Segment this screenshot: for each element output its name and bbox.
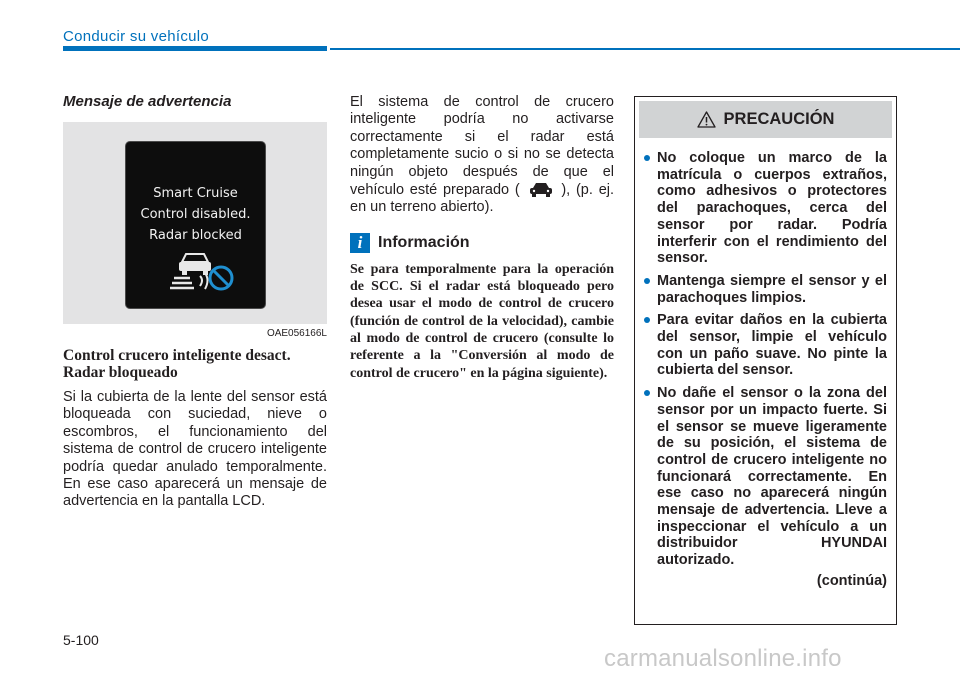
info-header (350, 233, 614, 253)
bullet-icon (644, 390, 650, 396)
caution-item: No dañe el sensor o la zona del sensor por un impacto fuerte. Si el sensor se mueve ligeramente de su posición, el sistema de control de crucero inteligente no funcionará correctamente. En ese caso no aparecerá ningún mensaje de advertencia. Lleve a inspeccionar el vehículo a un distribuidor HYUNDAI autorizado. (644, 385, 887, 569)
info-icon: i (350, 233, 370, 253)
figure-code: OAE056166L (266, 328, 327, 339)
warning-triangle-icon (697, 111, 716, 128)
lcd-line-3: Radar blocked (149, 228, 242, 243)
caution-title: PRECAUCIÓN (723, 110, 835, 128)
bullet-icon (644, 278, 650, 284)
watermark: carmanualsonline.info (604, 645, 842, 672)
left-body-text: Si la cubierta de la lente del sensor está bloqueada con suciedad, nieve o escombros, el funcionamiento del sistema de control de crucero inteligente podría quedar anulado temporalmente. En ese caso aparecerá un mensaje de advertencia en la pantalla LCD. (63, 389, 327, 510)
figure-caption: Control crucero inteligente desact. Radar bloqueado (63, 347, 291, 381)
car-front-icon (526, 181, 556, 198)
caution-header (639, 101, 892, 138)
info-text: Se para temporalmente para la operación de SCC. Si el radar está bloqueado pero desea usar el modo de control de crucero (función de control de la velocidad), cambie al modo de control de crucero (consulte lo referente a la "Conversión al modo de control de crucero" en la página siguiente). (350, 261, 614, 381)
bullet-icon (644, 317, 650, 323)
middle-body-text-part-1: El sistema de control de crucero inteligente podría no activarse correctamente si el radar está completamente sucio o si no se detecta ningún objeto después de que el vehículo esté preparado ( (350, 94, 614, 199)
middle-body-text-part-2: ), (p. ej. en un terreno abierto). (350, 182, 615, 216)
caution-box (634, 96, 897, 625)
middle-column (350, 94, 614, 382)
lcd-line-1: Smart Cruise (153, 186, 238, 201)
info-title: Información (378, 233, 470, 251)
left-column (63, 93, 327, 511)
header-rule-thick (63, 46, 327, 51)
lcd-line-2: Control disabled. (140, 207, 251, 222)
caution-item: Para evitar daños en la cubierta del sensor, limpie el vehículo con un paño suave. No pinte la cubierta del sensor. (644, 312, 887, 379)
caution-item: Mantenga siempre el sensor y el parachoques limpios. (644, 273, 887, 306)
lcd-display (125, 141, 266, 309)
caution-list (635, 138, 896, 569)
warning-message-heading: Mensaje de advertencia (63, 93, 232, 110)
header-rule-thin (330, 48, 960, 50)
bullet-icon (644, 155, 650, 161)
lcd-figure (63, 122, 327, 324)
radar-blocked-icon (170, 246, 236, 292)
caution-item: No coloque un marco de la matrícula o cuerpos extraños, como adhesivos o protectores del parachoques, cerca del sensor por radar. Podría interferir con el rendimiento del sensor. (644, 150, 887, 267)
page-number: 5-100 (63, 632, 99, 648)
middle-body-text (350, 94, 614, 217)
section-title: Conducir su vehículo (63, 28, 210, 45)
continued-label: (continúa) (816, 572, 887, 589)
